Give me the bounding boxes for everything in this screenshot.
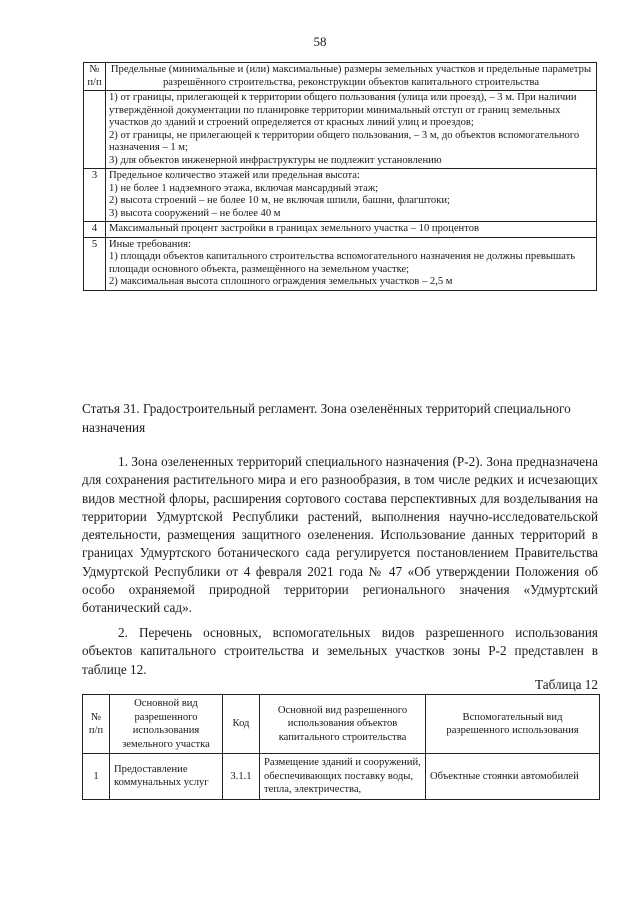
row-line: 2) от границы, не прилегающей к территории общего пользования, – 3 м, до объектов вспомогательного назначения – 1 м; [109,129,580,153]
header-land-use: Основной вид разрешенного использования земельного участка [110,695,223,754]
row-line: 1) площади объектов капитального строительства вспомогательного назначения не должны превышать площади основного объекта, размещённого на земельном участке; [109,251,576,275]
row-num: 4 [84,222,106,238]
table-row [84,237,597,290]
header-code: Код [223,695,260,754]
row-content [106,222,597,238]
row-line: 1) от границы, прилегающей к территории общего пользования (улица или проезд), – 3 м. При наличии утверждённой документации по планировке территории минимальный отступ от границ земельных участков до зданий и строений определяется от красных линий улиц и проездов; [109,92,577,128]
table-row [84,91,597,169]
cell-num: 1 [83,754,110,800]
row-line: 3) для объектов инженерной инфраструктуры не подлежит установлению [109,154,442,166]
parameters-table [83,62,597,291]
row-line: 1) не более 1 надземного этажа, включая мансардный этаж; [109,182,379,194]
row-content [106,91,597,169]
paragraph-2: 2. Перечень основных, вспомогательных видов разрешенного использования объектов капитального строительства и земельных участков зоны Р-2 представлен в таблице 12. [82,625,598,677]
header-capital-use: Основной вид разрешенного использования объектов капитального строительства [260,695,426,754]
table-header-row [84,63,597,91]
table-row [84,169,597,222]
header-num: № п/п [83,695,110,754]
row-num: 5 [84,237,106,290]
row-line: Иные требования: [109,238,191,250]
header-num: № п/п [84,63,106,91]
cell-land-use: Предоставление коммунальных услуг [110,754,223,800]
page-number: 58 [313,34,327,49]
row-line: 2) максимальная высота сплошного ограждения земельных участков – 2,5 м [109,276,453,287]
row-num: 3 [84,169,106,222]
table-row [84,222,597,238]
row-line: 2) высота строений – не более 10 м, не включая шпили, башни, флагштоки; [109,195,450,206]
row-content [106,169,597,222]
table-caption: Таблица 12 [535,677,598,692]
table-header-row [83,695,600,754]
header-auxiliary-use: Вспомогательный вид разрешенного использования [426,695,600,754]
row-num [84,91,106,169]
row-content [106,237,597,290]
table-row [83,754,600,800]
land-use-table [82,694,600,800]
header-description: Предельные (минимальные и (или) максимальные) размеры земельных участков и предельные параметры разрешённого строительства, реконструкции объектов капитального строительства [106,63,597,91]
row-line: Максимальный процент застройки в границах земельного участка – 10 процентов [109,223,480,234]
paragraph-1: 1. Зона озелененных территорий специального назначения (Р-2). Зона предназначена для сохранения растительного мира и его разнообразия, в том числе редких и исчезающих видов местной флоры, расширения сортового состава перспективных для возделывания на территории Удмуртской Республики растений, выполнения научно-исследовательской деятельности, размещения защитного озеленения. Использование данных территорий в границах Удмуртского ботанического сада регулируется постановлением Правительства Удмуртской Республики от 4 февраля 2021 года № 47 «Об утверждении Положения об особо охраняемой природной территории регионального значения «Удмуртский ботанический сад». [82,454,598,616]
article-heading: Статья 31. Градостроительный регламент. Зона озеленённых территорий специального назначения [82,401,571,435]
cell-code: 3.1.1 [223,754,260,800]
cell-capital-use: Размещение зданий и сооружений, обеспечивающих поставку воды, тепла, электричества, [260,754,426,800]
cell-auxiliary-use: Объектные стоянки автомобилей [426,754,600,800]
row-line: 3) высота сооружений – не более 40 м [109,207,281,219]
row-line: Предельное количество этажей или предельная высота: [109,170,360,181]
